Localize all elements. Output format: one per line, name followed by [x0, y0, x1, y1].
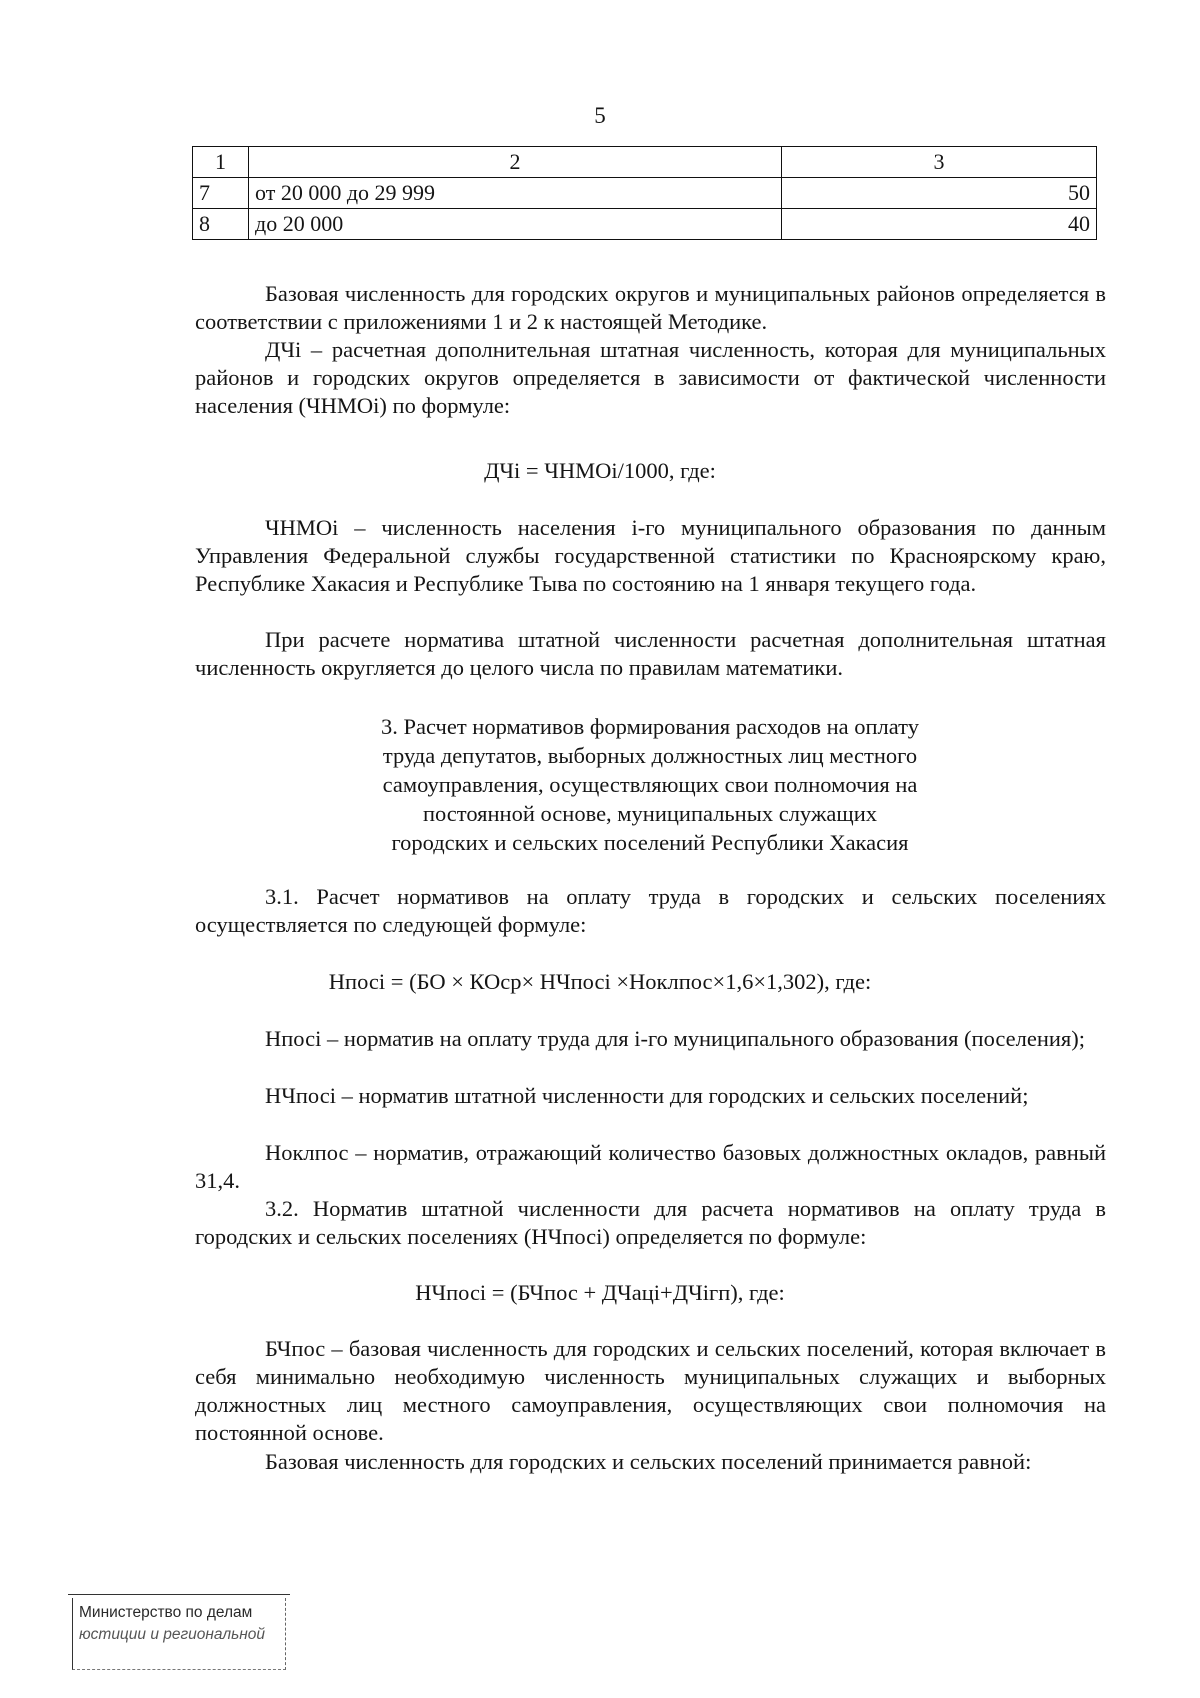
- row-number: 8: [193, 209, 249, 240]
- paragraph-base-headcount: Базовая численность для городских округов и муниципальных районов определяется в соответствии с приложениями 1 и 2 к настоящей Методике.: [195, 281, 1106, 334]
- heading-line: труда депутатов, выборных должностных лиц местного: [382, 743, 918, 768]
- header-cell: 3: [782, 147, 1097, 178]
- paragraph-3-1: 3.1. Расчет нормативов на оплату труда в городских и сельских поселениях осуществляется по следующей формуле:: [195, 884, 1106, 937]
- paragraph-rounding-rule: При расчете норматива штатной численности расчетная дополнительная штатная численность округляется до целого числа по правилам математики.: [195, 627, 1106, 680]
- formula-pay-norm: Нпосi = (БО × КОср× НЧпосi ×Ноклпос×1,6×1,302), где:: [328, 969, 872, 994]
- header-cell: 1: [193, 147, 249, 178]
- table-header-row: [193, 147, 1097, 178]
- formula-additional-headcount: ДЧi = ЧНМОi/1000, где:: [484, 458, 716, 483]
- population-range: от 20 000 до 29 999: [249, 178, 782, 209]
- paragraph-base-headcount-settlements: Базовая численность для городских и сельских поселений принимается равной:: [265, 1449, 1032, 1474]
- population-table: [192, 146, 1097, 240]
- stamp-border: [68, 1594, 290, 1595]
- stamp-line: Министерство по делам: [79, 1604, 253, 1621]
- row-number: 7: [193, 178, 249, 209]
- table-row: [193, 209, 1097, 240]
- ministry-stamp: [72, 1598, 286, 1670]
- paragraph-3-2: 3.2. Норматив штатной численности для расчета нормативов на оплату труда в городских и сельских поселениях (НЧпосi) определяется по формуле:: [195, 1196, 1106, 1249]
- paragraph-noklpos-definition: Ноклпос – норматив, отражающий количество базовых должностных окладов, равный 31,4.: [195, 1140, 1106, 1193]
- heading-line: самоуправления, осуществляющих свои полномочия на: [382, 772, 918, 797]
- headcount-value: 40: [782, 209, 1097, 240]
- paragraph-population-definition: ЧНМОi – численность населения i-го муниципального образования по данным Управления Федеральной службы государственной статистики по Красноярскому краю, Республике Хакасия и Республике Тыва по состоянию на 1 января текущего года.: [195, 515, 1106, 596]
- paragraph-nchpos-definition: НЧпосi – норматив штатной численности для городских и сельских поселений;: [265, 1083, 1029, 1108]
- heading-line: 3. Расчет нормативов формирования расходов на оплату: [381, 714, 919, 739]
- headcount-value: 50: [782, 178, 1097, 209]
- page-number: 5: [594, 103, 606, 128]
- paragraph-bchpos-definition: БЧпос – базовая численность для городских и сельских поселений, которая включает в себя минимально необходимую численность муниципальных служащих и выборных должностных лиц местного самоуправления, осуществляющих свои полномочия на постоянной основе.: [195, 1336, 1106, 1445]
- heading-line: постоянной основе, муниципальных служащих: [422, 801, 878, 826]
- header-cell: 2: [249, 147, 782, 178]
- heading-line: городских и сельских поселений Республики Хакасия: [391, 830, 909, 855]
- table-row: [193, 178, 1097, 209]
- paragraph-additional-headcount: ДЧi – расчетная дополнительная штатная численность, которая для муниципальных районов и городских округов определяется в зависимости от фактической численности населения (ЧНМОi) по формуле:: [195, 337, 1106, 418]
- population-range: до 20 000: [249, 209, 782, 240]
- formula-staff-norm: НЧпосi = (БЧпос + ДЧацi+ДЧiгп), где:: [415, 1280, 785, 1305]
- paragraph-npos-definition: Нпосi – норматив на оплату труда для i-го муниципального образования (поселения);: [265, 1026, 1086, 1051]
- stamp-line: юстиции и региональной: [79, 1626, 266, 1643]
